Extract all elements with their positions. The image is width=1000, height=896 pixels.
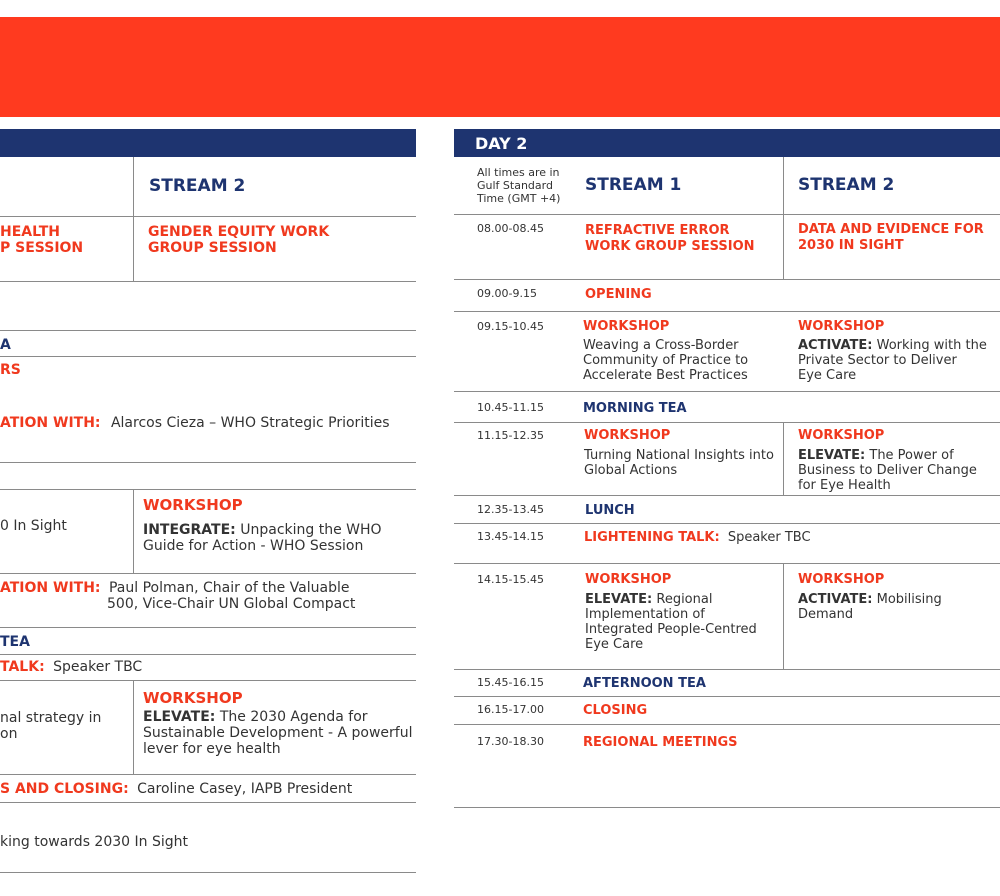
header-banner xyxy=(0,17,1000,117)
workshop-desc xyxy=(585,592,757,607)
column-divider xyxy=(133,680,134,774)
divider xyxy=(454,279,1000,280)
day2-stream1-header: STREAM 1 xyxy=(585,175,682,195)
day2-r3-stream1 xyxy=(583,319,748,383)
day2-r3-stream2 xyxy=(798,319,987,383)
workshop-label: WORKSHOP xyxy=(583,319,670,334)
afternoon-tea: AFTERNOON TEA xyxy=(583,676,706,691)
day1-row-a: A xyxy=(0,337,11,353)
workshop-text: The 2030 Agenda for xyxy=(219,709,368,725)
day2-r8-stream2 xyxy=(798,572,1000,622)
day2-r8-stream1 xyxy=(585,572,757,652)
workshop-label: WORKSHOP xyxy=(798,428,885,443)
divider xyxy=(454,669,1000,670)
session-title: 2030 IN SIGHT xyxy=(798,238,904,253)
divider xyxy=(454,523,1000,524)
time-1545: 15.45-16.15 xyxy=(477,676,544,689)
workshop-desc xyxy=(798,448,977,463)
workshop-text: Sustainable Development - A powerful xyxy=(143,725,413,741)
workshop-text: Integrated People-Centred xyxy=(585,622,757,637)
workshop-text: Eye Care xyxy=(798,368,857,383)
time-1345: 13.45-14.15 xyxy=(477,530,544,543)
conversation-label: ATION WITH: xyxy=(0,415,101,431)
divider xyxy=(454,311,1000,312)
time-1045: 10.45-11.15 xyxy=(477,401,544,414)
closing-text: Caroline Casey, IAPB President xyxy=(137,781,353,797)
workshop-desc xyxy=(143,522,382,538)
workshop-label: WORKSHOP xyxy=(798,572,885,587)
session-title: WORK GROUP SESSION xyxy=(585,239,755,254)
workshop-text: Global Actions xyxy=(584,463,678,478)
day2-r1-stream1 xyxy=(585,223,755,254)
session-title: GENDER EQUITY WORK xyxy=(148,224,330,240)
column-divider xyxy=(783,157,784,279)
lightening-talk xyxy=(584,530,811,545)
day1-header-bar xyxy=(0,129,416,157)
top-margin xyxy=(0,0,1000,17)
divider xyxy=(0,680,416,681)
workshop-label: WORKSHOP xyxy=(143,496,243,514)
divider xyxy=(454,724,1000,725)
workshop-text: Weaving a Cross-Border xyxy=(583,338,739,353)
workshop-text: Guide for Action - WHO Session xyxy=(143,538,364,554)
workshop-desc xyxy=(143,709,413,725)
day1-row-rs: RS xyxy=(0,362,21,378)
time-0800: 08.00-08.45 xyxy=(477,222,544,235)
workshop-lead: ELEVATE: xyxy=(798,448,866,463)
talk-text: Speaker TBC xyxy=(53,659,143,675)
conversation-label: ATION WITH: xyxy=(0,580,101,596)
workshop-text: Implementation of xyxy=(585,607,705,622)
workshop-desc xyxy=(798,592,1000,622)
day1-r1-stream2 xyxy=(148,224,329,256)
workshop-text: Unpacking the WHO xyxy=(240,522,382,538)
closing-label: S AND CLOSING: xyxy=(0,781,129,797)
time-0915: 09.15-10.45 xyxy=(477,320,544,333)
divider xyxy=(454,807,1000,808)
workshop-label: WORKSHOP xyxy=(143,689,243,707)
workshop-text: Accelerate Best Practices xyxy=(583,368,748,383)
divider xyxy=(454,214,1000,215)
column-divider xyxy=(783,563,784,669)
divider xyxy=(454,495,1000,496)
workshop-text: Mobilising Demand xyxy=(798,592,942,622)
divider xyxy=(454,391,1000,392)
day2-r1-stream2 xyxy=(798,222,984,253)
divider xyxy=(0,356,416,357)
day1-stream2-header: STREAM 2 xyxy=(149,176,246,196)
day1-tea: TEA xyxy=(0,634,30,650)
morning-tea: MORNING TEA xyxy=(583,401,687,416)
divider xyxy=(0,654,416,655)
workshop-text: for Eye Health xyxy=(798,478,891,493)
workshop-text: Eye Care xyxy=(585,637,644,652)
regional-meetings: REGIONAL MEETINGS xyxy=(583,735,738,750)
workshop-text: The Power of xyxy=(869,448,954,463)
conversation-text: Alarcos Cieza – WHO Strategic Priorities xyxy=(110,415,390,431)
lunch: LUNCH xyxy=(585,503,635,518)
workshop-text: on xyxy=(0,726,18,742)
day2-r5-stream1 xyxy=(584,428,774,478)
day2-title: DAY 2 xyxy=(475,134,528,153)
workshop-text: nal strategy in xyxy=(0,710,102,726)
divider xyxy=(0,462,416,463)
column-divider xyxy=(783,422,784,495)
day2-header-bar xyxy=(454,129,1000,157)
day1-talk xyxy=(0,659,142,675)
timezone-line: Gulf Standard xyxy=(477,179,553,192)
day1-final: king towards 2030 In Sight xyxy=(0,834,188,850)
day2-r5-stream2 xyxy=(798,428,977,493)
workshop-text: Working with the xyxy=(876,338,987,353)
divider xyxy=(0,216,416,217)
talk-text: Speaker TBC xyxy=(727,530,811,545)
workshop-lead: ACTIVATE: xyxy=(798,592,873,607)
divider xyxy=(0,872,416,873)
workshop-lead: ACTIVATE: xyxy=(798,338,873,353)
time-1415: 14.15-15.45 xyxy=(477,573,544,586)
workshop-text: Private Sector to Deliver xyxy=(798,353,957,368)
session-title: P SESSION xyxy=(0,240,84,256)
workshop-lead: INTEGRATE: xyxy=(143,522,236,538)
time-1115: 11.15-12.35 xyxy=(477,429,544,442)
day1-closing xyxy=(0,781,352,797)
closing: CLOSING xyxy=(583,703,648,718)
workshop-text: Community of Practice to xyxy=(583,353,749,368)
opening: OPENING xyxy=(585,287,652,302)
talk-label: LIGHTENING TALK: xyxy=(584,530,720,545)
day1-ws2-stream2 xyxy=(143,690,413,757)
timezone-line: All times are in xyxy=(477,166,560,179)
column-divider xyxy=(133,157,134,281)
session-title: DATA AND EVIDENCE FOR xyxy=(798,222,984,237)
session-title: REFRACTIVE ERROR xyxy=(585,223,730,238)
divider xyxy=(0,573,416,574)
divider xyxy=(0,489,416,490)
divider xyxy=(0,802,416,803)
timezone-note xyxy=(477,166,560,205)
workshop-label: WORKSHOP xyxy=(798,319,885,334)
divider xyxy=(454,422,1000,423)
divider xyxy=(0,774,416,775)
divider xyxy=(454,696,1000,697)
day1-ws2-stream1 xyxy=(0,710,101,742)
session-title: HEALTH xyxy=(0,224,60,240)
workshop-lead: ELEVATE: xyxy=(585,592,653,607)
time-1615: 16.15-17.00 xyxy=(477,703,544,716)
workshop-desc xyxy=(798,338,987,353)
workshop-text: Turning National Insights into xyxy=(584,448,774,463)
timezone-line: Time (GMT +4) xyxy=(477,192,561,205)
day1-conversation-1 xyxy=(0,415,390,431)
conversation-text: 500, Vice-Chair UN Global Compact xyxy=(107,596,356,612)
divider xyxy=(0,330,416,331)
day2-stream2-header: STREAM 2 xyxy=(798,175,895,195)
divider xyxy=(0,627,416,628)
workshop-text: Regional xyxy=(656,592,713,607)
time-1730: 17.30-18.30 xyxy=(477,735,544,748)
day1-r1-stream1 xyxy=(0,224,83,256)
day1-ws1-stream1: 0 In Sight xyxy=(0,518,67,534)
workshop-label: WORKSHOP xyxy=(585,572,672,587)
workshop-lead: ELEVATE: xyxy=(143,709,216,725)
divider xyxy=(0,281,416,282)
time-1235: 12.35-13.45 xyxy=(477,503,544,516)
workshop-text: lever for eye health xyxy=(143,741,281,757)
workshop-text: Business to Deliver Change xyxy=(798,463,977,478)
day1-conversation-2 xyxy=(0,580,355,612)
time-0900: 09.00-9.15 xyxy=(477,287,537,300)
conversation-text: Paul Polman, Chair of the Valuable xyxy=(108,580,350,596)
session-title: GROUP SESSION xyxy=(148,240,277,256)
day1-ws1-stream2 xyxy=(143,497,382,554)
talk-label: TALK: xyxy=(0,659,45,675)
workshop-label: WORKSHOP xyxy=(584,428,671,443)
column-divider xyxy=(133,489,134,573)
divider xyxy=(454,563,1000,564)
